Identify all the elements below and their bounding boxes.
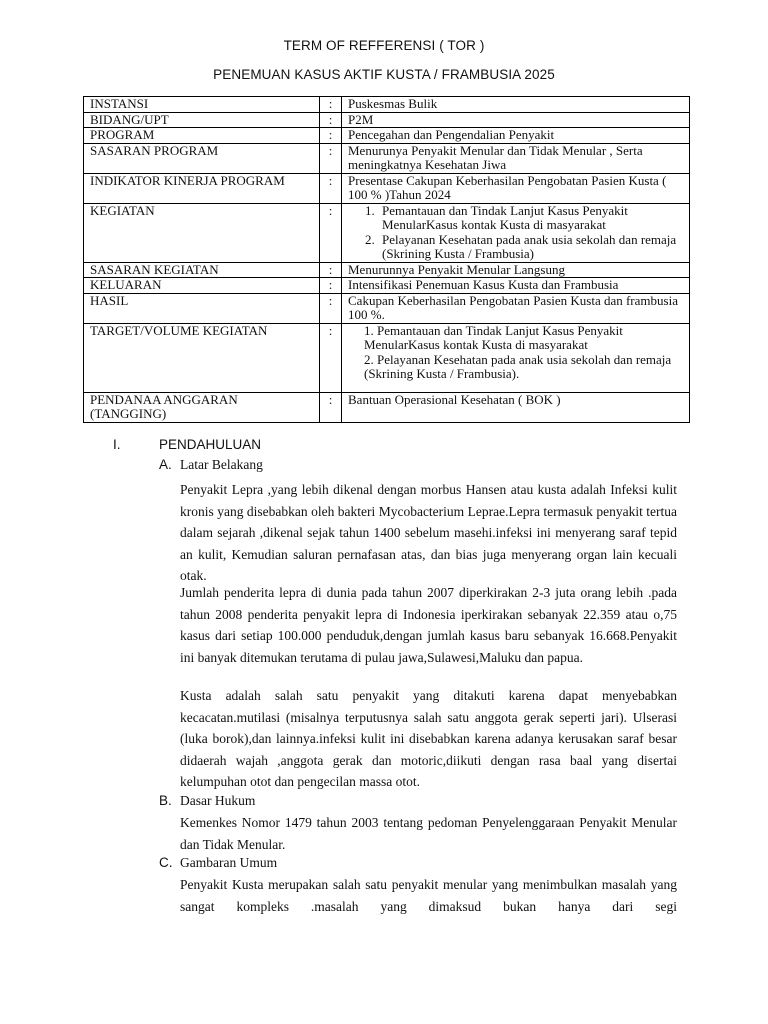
document-subtitle: PENEMUAN KASUS AKTIF KUSTA / FRAMBUSIA 2025 bbox=[213, 67, 555, 82]
row-value bbox=[342, 203, 690, 262]
row-value: Cakupan Keberhasilan Pengobatan Pasien Kusta dan frambusia 100 %. bbox=[342, 293, 690, 323]
row-separator: : bbox=[320, 323, 342, 392]
table-row bbox=[84, 173, 690, 203]
subsection-title: Latar Belakang bbox=[180, 457, 263, 472]
row-value: Pencegahan dan Pengendalian Penyakit bbox=[342, 128, 690, 144]
kegiatan-list bbox=[348, 204, 683, 262]
row-separator: : bbox=[320, 128, 342, 144]
subsection-title: Gambaran Umum bbox=[180, 855, 278, 870]
paragraph: Jumlah penderita lepra di dunia pada tahun 2007 diperkirakan 2-3 juta orang lebih .pada tahun 2008 penderita penyakit lepra di Indonesia iperkirakan sebanyak 22.359 atau o,75 kasus dari setiap 100.000 penduduk,dengan jumlah kasus baru sebanyak 16.668.Penyakit ini banyak ditemukan terutama di pulau jawa,Sulawesi,Maluku dan papua. bbox=[180, 585, 677, 665]
subsection-letter: A. bbox=[159, 457, 172, 472]
paragraph: Kusta adalah salah satu penyakit yang ditakuti karena dapat menyebabkan kecacatan.mutilasi (misalnya terputusnya salah satu anggota gerak seperti jari). Ulserasi (luka borok),dan lainnya.infeksi kulit ini disebabkan karena adanya kerusakan saraf besar didaerah wajah ,anggota gerak dan motoric,diikuti dengan rasa baal yang disertai kelumpuhan otot dan pengecilan massa otot. bbox=[180, 688, 677, 789]
table-row bbox=[84, 128, 690, 144]
row-separator: : bbox=[320, 262, 342, 278]
table-row bbox=[84, 203, 690, 262]
row-value: Menurunnya Penyakit Menular Langsung bbox=[342, 262, 690, 278]
row-label: PROGRAM bbox=[84, 128, 320, 144]
row-separator: : bbox=[320, 293, 342, 323]
paragraph: Kemenkes Nomor 1479 tahun 2003 tentang pedoman Penyelenggaraan Penyakit Menular dan Tidak Menular. bbox=[180, 815, 677, 852]
paragraph: Penyakit Kusta merupakan salah satu penyakit menular yang menimbulkan masalah yang sangat kompleks .masalah yang dimaksud bukan hanya dari segi bbox=[180, 877, 677, 914]
table-row bbox=[84, 143, 690, 173]
row-label: TARGET/VOLUME KEGIATAN bbox=[84, 323, 320, 392]
row-label: INDIKATOR KINERJA PROGRAM bbox=[84, 173, 320, 203]
section-title: PENDAHULUAN bbox=[159, 437, 262, 452]
subsection-title: Dasar Hukum bbox=[180, 793, 256, 808]
document-title: TERM OF REFFERENSI ( TOR ) bbox=[283, 38, 485, 53]
row-separator: : bbox=[320, 278, 342, 294]
row-label: SASARAN PROGRAM bbox=[84, 143, 320, 173]
table-row bbox=[84, 262, 690, 278]
row-label: PENDANAA ANGGARAN (TANGGING) bbox=[84, 392, 320, 422]
row-label: BIDANG/UPT bbox=[84, 112, 320, 128]
row-label: KELUARAN bbox=[84, 278, 320, 294]
tor-info-table bbox=[83, 96, 690, 423]
row-value: Puskesmas Bulik bbox=[342, 97, 690, 113]
row-separator: : bbox=[320, 173, 342, 203]
row-label: SASARAN KEGIATAN bbox=[84, 262, 320, 278]
row-value: Bantuan Operasional Kesehatan ( BOK ) bbox=[342, 392, 690, 422]
row-label: KEGIATAN bbox=[84, 203, 320, 262]
row-value: Intensifikasi Penemuan Kasus Kusta dan Frambusia bbox=[342, 278, 690, 294]
row-separator: : bbox=[320, 143, 342, 173]
paragraph: Penyakit Lepra ,yang lebih dikenal dengan morbus Hansen atau kusta adalah Infeksi kulit kronis yang disebabkan oleh bakteri Mycobacterium Leprae.Lepra termasuk penyakit tertua dalam sejarah ,dikenal sejak tahun 1400 sebelum masehi.infeksi ini menyerang saraf tepid an kulit, Kemudian saluran pernafasan atas, dan bias juga menyerang organ lain kecuali otak. bbox=[180, 482, 677, 583]
row-label: HASIL bbox=[84, 293, 320, 323]
target-line: 1. Pemantauan dan Tindak Lanjut Kasus Penyakit MenularKasus kontak Kusta di masyarakat bbox=[364, 322, 623, 352]
section-number: I. bbox=[113, 437, 121, 452]
row-separator: : bbox=[320, 112, 342, 128]
row-value bbox=[342, 323, 690, 392]
table-row bbox=[84, 278, 690, 294]
table-row bbox=[84, 323, 690, 392]
table-row bbox=[84, 293, 690, 323]
row-label: INSTANSI bbox=[84, 97, 320, 113]
row-separator: : bbox=[320, 97, 342, 113]
row-separator: : bbox=[320, 203, 342, 262]
row-separator: : bbox=[320, 392, 342, 422]
target-line: 2. Pelayanan Kesehatan pada anak usia sekolah dan remaja (Skrining Kusta / Frambusia). bbox=[364, 351, 672, 381]
subsection-letter: B. bbox=[159, 793, 172, 808]
table-row bbox=[84, 112, 690, 128]
row-value: Presentase Cakupan Keberhasilan Pengobatan Pasien Kusta ( 100 % )Tahun 2024 bbox=[342, 173, 690, 203]
list-item: 2. Pelayanan Kesehatan pada anak usia sekolah dan remaja (Skrining Kusta / Frambusia) bbox=[378, 233, 683, 262]
table-row bbox=[84, 392, 690, 422]
subsection-letter: C. bbox=[159, 855, 173, 870]
table-row bbox=[84, 97, 690, 113]
list-item: 1. Pemantauan dan Tindak Lanjut Kasus Penyakit MenularKasus kontak Kusta di masyarakat bbox=[378, 204, 683, 233]
row-value: P2M bbox=[342, 112, 690, 128]
row-value: Menurunya Penyakit Menular dan Tidak Menular , Serta meningkatnya Kesehatan Jiwa bbox=[342, 143, 690, 173]
